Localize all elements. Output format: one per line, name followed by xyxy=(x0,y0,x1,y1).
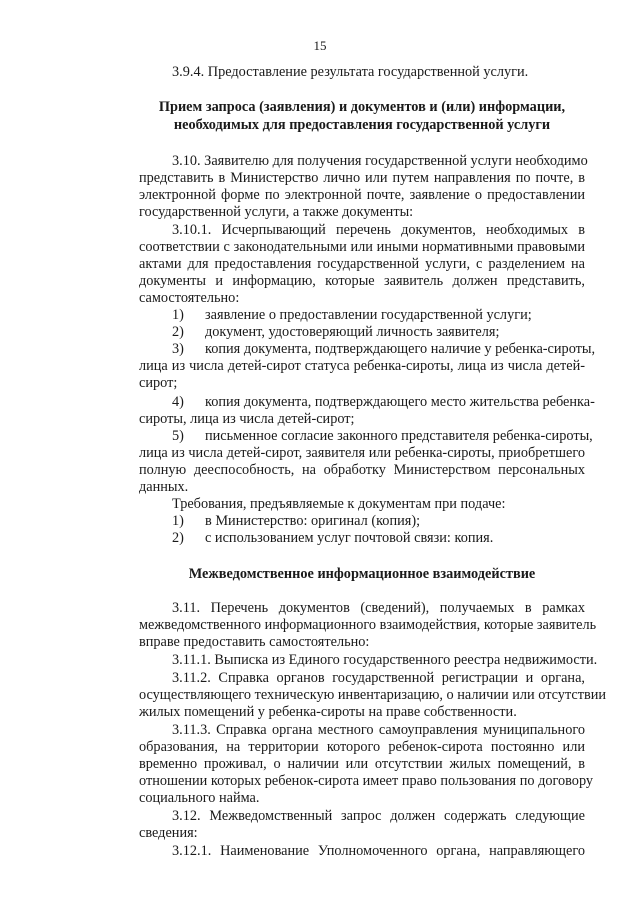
paragraph-line: 3.11. Перечень документов (сведений), получаемых в рамках xyxy=(172,600,585,616)
list-number: 1) xyxy=(172,307,184,323)
list-number: 1) xyxy=(172,513,184,529)
paragraph-line: отношении которых ребенок-сирота имеет право пользования по договору xyxy=(139,773,594,789)
list-number: 2) xyxy=(172,324,184,340)
list-item: сироты, лица из числа детей-сирот; xyxy=(139,411,355,427)
requirements-intro: Требования, предъявляемые к документам при подаче: xyxy=(172,496,506,512)
paragraph-line: образования, на территории которого ребенок-сирота постоянно или xyxy=(139,739,585,755)
paragraph-line: самостоятельно: xyxy=(139,290,240,306)
paragraph-line: государственной услуги, а также документы: xyxy=(139,204,414,220)
paragraph-line: 3.12. Межведомственный запрос должен содержать следующие xyxy=(172,808,585,824)
paragraph-line: осуществляющего техническую инвентаризацию, о наличии или отсутствии xyxy=(139,687,607,703)
list-item: данных. xyxy=(139,479,189,495)
list-number: 4) xyxy=(172,394,184,410)
paragraph-line: актами для предоставления государственной услуги, с разделением на xyxy=(139,256,585,272)
list-item: в Министерство: оригинал (копия); xyxy=(205,513,421,529)
paragraph-line: вправе предоставить самостоятельно: xyxy=(139,634,370,650)
list-item: лица из числа детей-сирот, заявителя или ребенка-сироты, приобретшего xyxy=(139,445,585,461)
paragraph-line: 3.11.1. Выписка из Единого государственного реестра недвижимости. xyxy=(172,652,598,668)
paragraph-line: соответствии с законодательными или иными нормативными правовыми xyxy=(139,239,585,255)
paragraph-line: электронной форме по электронной почте, заявление о предоставлении xyxy=(139,187,585,203)
paragraph-line: временно проживал, о наличии или отсутствии жилых помещений, в xyxy=(139,756,585,772)
paragraph-line: жилых помещений у ребенка-сироты на праве собственности. xyxy=(139,704,517,720)
paragraph-line: 3.11.2. Справка органов государственной регистрации и органа, xyxy=(172,670,585,686)
paragraph-line: сведения: xyxy=(139,825,198,841)
list-item: письменное согласие законного представителя ребенка-сироты, xyxy=(205,428,593,444)
paragraph-line: 3.11.3. Справка органа местного самоуправления муниципального xyxy=(172,722,585,738)
list-item: полную дееспособность, на обработку Министерством персональных xyxy=(139,462,585,478)
paragraph-line: документы и информацию, которые заявитель должен представить, xyxy=(139,273,585,289)
paragraph-line: представить в Министерство лично или путем направления по почте, в xyxy=(139,170,585,186)
paragraph-line: 3.10. Заявителю для получения государственной услуги необходимо xyxy=(172,153,588,169)
heading-line-2: необходимых для предоставления государственной услуги xyxy=(173,117,551,133)
page-number: 15 xyxy=(313,38,327,53)
list-item: документ, удостоверяющий личность заявителя; xyxy=(205,324,500,340)
paragraph-line: 3.12.1. Наименование Уполномоченного органа, направляющего xyxy=(172,843,585,859)
list-item: копия документа, подтверждающего наличие у ребенка-сироты, xyxy=(205,341,596,357)
list-item: копия документа, подтверждающего место жительства ребенка- xyxy=(205,394,595,410)
list-item: лица из числа детей-сирот статуса ребенка-сироты, лица из числа детей- xyxy=(139,358,585,374)
paragraph-line: межведомственного информационного взаимодействия, которые заявитель xyxy=(139,617,597,633)
list-item: с использованием услуг почтовой связи: копия. xyxy=(205,530,494,546)
paragraph-line: социального найма. xyxy=(139,790,260,806)
list-number: 2) xyxy=(172,530,184,546)
section-heading: Межведомственное информационное взаимодействие xyxy=(188,566,536,582)
item-3-9-4: 3.9.4. Предоставление результата государственной услуги. xyxy=(172,64,529,80)
paragraph-line: 3.10.1. Исчерпывающий перечень документов, необходимых в xyxy=(172,222,585,238)
heading-line-1: Прием запроса (заявления) и документов и (или) информации, xyxy=(158,99,566,115)
list-number: 5) xyxy=(172,428,184,444)
list-number: 3) xyxy=(172,341,184,357)
list-item: сирот; xyxy=(139,375,178,391)
list-item: заявление о предоставлении государственной услуги; xyxy=(205,307,532,323)
